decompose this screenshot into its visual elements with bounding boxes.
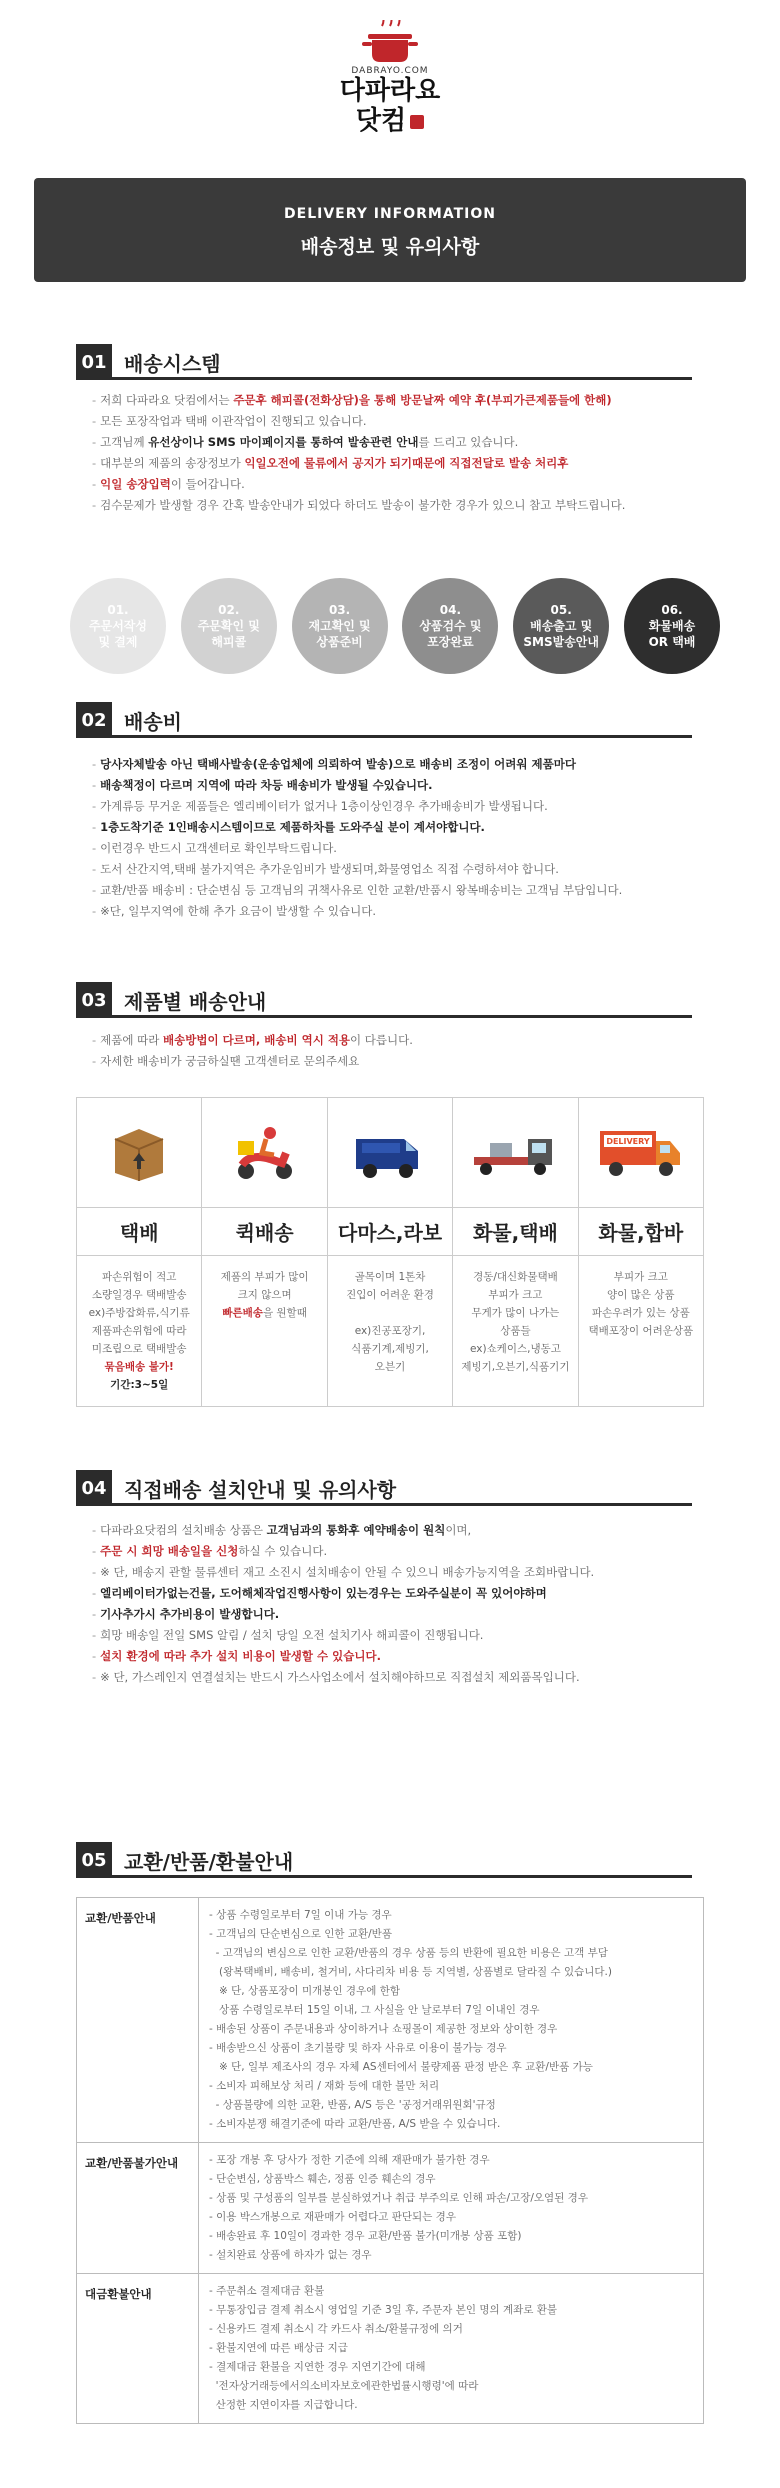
bullet-dot: - <box>92 841 97 855</box>
text-span: 를 드리고 있습니다. <box>418 435 519 449</box>
desc-line: 경동/대신화물택배 <box>473 1271 558 1283</box>
text-span: 이며, <box>445 1523 472 1537</box>
scooter-icon <box>202 1098 326 1208</box>
bullet-dot: - <box>92 757 97 771</box>
step-label: SMS발송안내 <box>523 635 599 649</box>
step-circle <box>513 578 609 674</box>
section-1-bullets <box>92 390 732 516</box>
text-span: 이 들어갑니다. <box>170 477 245 491</box>
step-text <box>89 602 147 650</box>
text-span: 도서 산간지역,택배 불가지역은 추가운임비가 발생되며,화물영업소 직접 수령하셔야 합니다. <box>100 862 559 876</box>
row-content <box>199 2274 703 2423</box>
text-span: 모든 포장작업과 택배 이관작업이 진행되고 있습니다. <box>100 414 367 428</box>
section-number: 01 <box>76 344 112 380</box>
row-item: - 주문취소 결제대금 환불 <box>209 2285 325 2297</box>
bullet-dot: - <box>92 456 97 470</box>
step-number: 05. <box>550 603 572 617</box>
bullet-line <box>92 859 732 880</box>
method-name: 다마스,라보 <box>328 1208 452 1256</box>
method-name: 화물,합바 <box>579 1208 703 1256</box>
text-span: 검수문제가 발생할 경우 간혹 발송안내가 되었다 하더도 발송이 불가한 경우가 있으니 참고 부탁드립니다. <box>100 498 626 512</box>
text-span: ※ 단, 가스레인지 연결설치는 반드시 가스사업소에서 설치해야하므로 직접설치 제외품목입니다. <box>100 1670 580 1684</box>
row-item: 산정한 지연이자를 지급합니다. <box>209 2399 358 2411</box>
section-4-bullets <box>92 1520 732 1688</box>
delivery-methods-table <box>76 1097 704 1407</box>
bullet-dot: - <box>92 393 97 407</box>
bullet-line <box>92 411 732 432</box>
step-label: 주문서작성 <box>89 619 147 633</box>
bullet-line <box>92 1646 732 1667</box>
logo <box>0 20 780 136</box>
text-span: 대부분의 제품의 송장정보가 <box>100 456 245 470</box>
row-label: 교환/반품불가안내 <box>77 2143 199 2273</box>
bullet-line <box>92 1667 732 1688</box>
highlight-bold: 1층도착기준 1인배송시스템이므로 제품하차를 도와주실 분이 계셔야합니다. <box>100 820 485 834</box>
step-number: 02. <box>218 603 240 617</box>
row-item: - 이용 박스개봉으로 재판매가 어렵다고 판단되는 경우 <box>209 2211 456 2223</box>
desc-line: 제품파손위험에 따라 <box>91 1325 187 1337</box>
brand-ko-2: 닷컴 <box>355 106 407 136</box>
text-span: 하실 수 있습니다. <box>238 1544 328 1558</box>
bullet-dot: - <box>92 1628 97 1642</box>
desc-line: ex)쇼케이스,냉동고 <box>469 1343 561 1355</box>
step-label: OR 택배 <box>648 635 696 649</box>
banner-ko: 배송정보 및 유의사항 <box>300 236 480 258</box>
bullet-dot: - <box>92 1523 97 1537</box>
bullet-dot: - <box>92 883 97 897</box>
step-circle <box>70 578 166 674</box>
step-circle <box>181 578 277 674</box>
section-number: 02 <box>76 702 112 738</box>
text-span: 자세한 배송비가 궁금하실땐 고객센터로 문의주세요 <box>100 1054 360 1068</box>
row-item: ※ 단, 일부 제조사의 경우 자체 AS센터에서 불량제품 판정 받은 후 교환/반품 가능 <box>209 2061 593 2073</box>
box-icon <box>77 1098 201 1208</box>
text-span: 을 원할때 <box>262 1307 307 1319</box>
delivery-truck-icon <box>579 1098 703 1208</box>
bullet-line <box>92 390 732 411</box>
step-circle <box>402 578 498 674</box>
bullet-line <box>92 838 732 859</box>
row-content <box>199 2143 703 2273</box>
row-item: - 배송된 상품이 주문내용과 상이하거나 쇼핑몰이 제공한 정보와 상이한 경우 <box>209 2023 558 2035</box>
section-title: 제품별 배송안내 <box>124 989 267 1014</box>
highlight-red: 배송방법이 다르며, 배송비 역시 적용 <box>163 1033 351 1047</box>
row-item: - 소비자분쟁 해결기준에 따라 교환/반품, A/S 받을 수 있습니다. <box>209 2118 501 2130</box>
text-span: 제품에 따라 <box>100 1033 164 1047</box>
highlight-red: 빠른배송 <box>222 1307 263 1319</box>
row-item: - 결제대금 환불을 지연한 경우 지연기간에 대해 <box>209 2361 426 2373</box>
highlight-red: 익일오전에 물류에서 공지가 되기때문에 직접전달로 발송 처리후 <box>244 456 569 470</box>
highlight-bold: 기사추가시 추가비용이 발생합니다. <box>100 1607 280 1621</box>
step-number: 06. <box>661 603 683 617</box>
row-item: - 무통장입금 결제 취소시 영업일 기준 3일 후, 주문자 본인 명의 계좌로 환불 <box>209 2304 558 2316</box>
highlight-bold: 고객님과의 통화후 예약배송이 원칙 <box>266 1523 446 1537</box>
row-item: - 고객님의 단순변심으로 인한 교환/반품 <box>209 1928 392 1940</box>
bullet-dot: - <box>92 1670 97 1684</box>
bullet-line <box>92 453 732 474</box>
step-circle <box>624 578 720 674</box>
brand-ko-1: 다파라요 <box>339 76 441 106</box>
desc-line: 상품들 <box>500 1325 531 1337</box>
bullet-dot: - <box>92 1033 97 1047</box>
section-underline <box>112 1875 692 1878</box>
bullet-dot: - <box>92 904 97 918</box>
bullet-line <box>92 1604 732 1625</box>
step-label: 상품준비 <box>316 635 363 649</box>
step-text <box>419 602 481 650</box>
highlight-bold: 당사자체발송 아닌 택배사발송(운송업체에 의뢰하여 발송)으로 배송비 조정이 어려워 제품마다 <box>100 757 576 771</box>
row-item: - 포장 개봉 후 당사가 정한 기준에 의해 재판매가 불가한 경우 <box>209 2154 490 2166</box>
desc-line: 부피가 크고 <box>613 1271 668 1283</box>
bullet-line <box>92 817 732 838</box>
row-item: 상품 수령일로부터 15일 이내, 그 사실을 안 날로부터 7일 이내인 경우 <box>209 2004 540 2016</box>
desc-line: ex)주방잡화류,식기류 <box>88 1307 190 1319</box>
step-label: 해피콜 <box>211 635 247 649</box>
text-span: 희망 배송일 전일 SMS 알림 / 설치 당일 오전 설치기사 해피콜이 진행됩니다. <box>100 1628 484 1642</box>
bullet-dot: - <box>92 1565 97 1579</box>
section-2-header <box>76 702 182 738</box>
section-3-header <box>76 982 266 1018</box>
row-item: - 환불지연에 따른 배상금 지급 <box>209 2342 348 2354</box>
row-item: - 상품불량에 의한 교환, 반품, A/S 등은 '공정거래위원회'규정 <box>209 2099 496 2111</box>
bullet-line <box>92 796 732 817</box>
bullet-dot: - <box>92 1054 97 1068</box>
info-row <box>77 2143 703 2274</box>
section-underline <box>112 1503 692 1506</box>
bullet-dot: - <box>92 862 97 876</box>
bullet-line <box>92 1625 732 1646</box>
desc-line: 파손우려가 있는 상품 <box>591 1307 690 1319</box>
section-1-header <box>76 344 221 380</box>
section-title: 배송비 <box>124 709 182 734</box>
row-item: - 소비자 피해보상 처리 / 재화 등에 대한 불만 처리 <box>209 2080 440 2092</box>
desc-line: 진입이 어려운 환경 <box>346 1289 434 1301</box>
truck-icon <box>453 1098 577 1208</box>
desc-line: 소량일경우 택배발송 <box>91 1289 187 1301</box>
row-content <box>199 1898 703 2142</box>
highlight-bold: 유선상이나 SMS 마이페이지를 통하여 발송관련 안내 <box>148 435 419 449</box>
method-description <box>579 1256 703 1406</box>
bullet-line <box>92 432 732 453</box>
step-label: 주문확인 및 <box>197 619 260 633</box>
section-underline <box>112 735 692 738</box>
desc-line: 택배포장이 어려운상품 <box>588 1325 694 1337</box>
bullet-line <box>92 1541 732 1562</box>
method-column <box>579 1098 703 1406</box>
desc-line: 부피가 크고 <box>488 1289 543 1301</box>
bullet-line <box>92 495 732 516</box>
bullet-line <box>92 1583 732 1604</box>
van-icon <box>328 1098 452 1208</box>
desc-line: 무게가 많이 나가는 <box>471 1307 560 1319</box>
method-description <box>77 1256 201 1406</box>
row-item: - 상품 수령일로부터 7일 이내 가능 경우 <box>209 1909 392 1921</box>
section-3-bullets <box>92 1030 732 1072</box>
text-span: 이 다릅니다. <box>350 1033 413 1047</box>
text-span: 다파라요닷컴의 설치배송 상품은 <box>100 1523 267 1537</box>
method-name: 퀵배송 <box>202 1208 326 1256</box>
highlight-red: 주문 시 희망 배송일을 신청 <box>100 1544 239 1558</box>
step-label: 상품검수 및 <box>419 619 482 633</box>
refund-info-table <box>76 1897 704 2424</box>
method-column <box>77 1098 202 1406</box>
highlight-red: 묶음배송 불가! <box>104 1361 174 1373</box>
desc-line: 골목이며 1톤차 <box>354 1271 426 1283</box>
bullet-dot: - <box>92 799 97 813</box>
method-name: 택배 <box>77 1208 201 1256</box>
bullet-line <box>92 1051 732 1072</box>
row-label: 대금환불안내 <box>77 2274 199 2423</box>
pot-icon <box>360 20 420 64</box>
method-column <box>202 1098 327 1406</box>
method-name: 화물,택배 <box>453 1208 577 1256</box>
section-title: 배송시스템 <box>124 351 221 376</box>
step-number: 04. <box>439 603 462 617</box>
section-number: 03 <box>76 982 112 1018</box>
step-text <box>649 602 696 650</box>
section-4-header <box>76 1470 396 1506</box>
row-item: - 배송완료 후 10일이 경과한 경우 교환/반품 불가(미개봉 상품 포함) <box>209 2230 522 2242</box>
method-column <box>453 1098 578 1406</box>
desc-line <box>328 1304 452 1322</box>
highlight-red: 주문후 해피콜(전화상담)을 통해 방문날짜 예약 후(부피가큰제품들에 한해) <box>233 393 612 407</box>
step-label: 및 결제 <box>98 635 138 649</box>
delivery-period: 기간:3~5일 <box>110 1379 169 1391</box>
highlight-red: 설치 환경에 따라 추가 설치 비용이 발생할 수 있습니다. <box>100 1649 381 1663</box>
bullet-dot: - <box>92 820 97 834</box>
text-span: 이런경우 반드시 고객센터로 확인부탁드립니다. <box>100 841 337 855</box>
step-circle <box>292 578 388 674</box>
bullet-dot: - <box>92 778 97 792</box>
desc-line: 오븐기 <box>374 1361 406 1373</box>
row-item: '전자상거래등에서의소비자보호에관한법률시행령'에 따라 <box>209 2380 479 2392</box>
section-2-bullets <box>92 754 732 922</box>
desc-line: 파손위험이 적고 <box>102 1271 177 1283</box>
bullet-dot: - <box>92 435 97 449</box>
step-text <box>309 602 371 650</box>
section-title: 직접배송 설치안내 및 유의사항 <box>124 1477 397 1502</box>
row-item: ※ 단, 상품포장이 미개봉인 경우에 한함 <box>209 1985 400 1997</box>
text-span: 저희 다파라요 닷컴에서는 <box>100 393 234 407</box>
step-text <box>523 602 599 650</box>
section-underline <box>112 377 692 380</box>
bullet-dot: - <box>92 414 97 428</box>
bullet-line <box>92 1562 732 1583</box>
section-title: 교환/반품/환불안내 <box>124 1849 294 1874</box>
desc-line <box>202 1304 326 1322</box>
bullet-dot: - <box>92 1649 97 1663</box>
row-item: - 상품 및 구성품의 일부를 분실하였거나 취급 부주의로 인해 파손/고장/오염된 경우 <box>209 2192 588 2204</box>
desc-line: 양이 많은 상품 <box>607 1289 675 1301</box>
bullet-dot: - <box>92 1586 97 1600</box>
delivery-steps <box>70 578 720 674</box>
text-span: 교환/반품 배송비 : 단순변심 등 고객님의 귀책사유로 인한 교환/반품시 왕복배송비는 고객님 부담입니다. <box>100 883 623 897</box>
row-item: - 고객님의 변심으로 인한 교환/반품의 경우 상품 등의 반환에 필요한 비용은 고객 부담 <box>209 1947 608 1959</box>
truck-label: DELIVERY <box>606 1136 650 1146</box>
banner-en: DELIVERY INFORMATION <box>284 206 496 222</box>
info-row <box>77 1898 703 2143</box>
delivery-banner <box>34 178 746 282</box>
text-span: 고객님께 <box>100 435 149 449</box>
row-item: - 신용카드 결제 취소시 각 카드사 취소/환불규정에 의거 <box>209 2323 463 2335</box>
bullet-line <box>92 1030 732 1051</box>
method-column <box>328 1098 453 1406</box>
desc-line: ex)진공포장기, <box>354 1325 426 1337</box>
desc-line: 식품기계,제빙기, <box>351 1343 429 1355</box>
text-span: ※ 단, 배송지 관할 물류센터 재고 소진시 설치배송이 안될 수 있으니 배송가능지역을 조회바랍니다. <box>100 1565 595 1579</box>
highlight-bold: 배송책정이 다르며 지역에 따라 차등 배송비가 발생될 수있습니다. <box>100 778 433 792</box>
bullet-line <box>92 880 732 901</box>
method-description <box>453 1256 577 1406</box>
step-number: 03. <box>328 603 351 617</box>
desc-line: 미조립으로 택배발송 <box>91 1343 187 1355</box>
section-number: 04 <box>76 1470 112 1506</box>
bullet-dot: - <box>92 477 97 491</box>
desc-line: 제빙기,오븐기,식품기기 <box>461 1361 570 1373</box>
bullet-line <box>92 901 732 922</box>
bullet-line <box>92 754 732 775</box>
method-description <box>328 1256 452 1406</box>
row-label: 교환/반품안내 <box>77 1898 199 2142</box>
method-description <box>202 1256 326 1406</box>
bullet-dot: - <box>92 498 97 512</box>
seal-stamp <box>410 115 424 129</box>
section-5-header <box>76 1842 293 1878</box>
step-label: 포장완료 <box>427 635 474 649</box>
bullet-line <box>92 775 732 796</box>
text-span: 가계류등 무거운 제품들은 엘리베이터가 없거나 1층이상인경우 추가배송비가 발생됩니다. <box>100 799 548 813</box>
section-underline <box>112 1015 692 1018</box>
info-row <box>77 2274 703 2423</box>
bullet-line <box>92 1520 732 1541</box>
text-span: ※단, 일부지역에 한해 추가 요금이 발생할 수 있습니다. <box>100 904 376 918</box>
row-item: - 설치완료 상품에 하자가 없는 경우 <box>209 2249 372 2261</box>
step-label: 배송출고 및 <box>530 619 593 633</box>
step-label: 화물배송 <box>648 619 696 633</box>
step-number: 01. <box>107 603 129 617</box>
step-text <box>198 602 260 650</box>
row-item: - 배송받으신 상품이 초기불량 및 하자 사유로 이용이 불가능 경우 <box>209 2042 507 2054</box>
highlight-bold: 엘리베이터가없는건물, 도어해체작업진행사항이 있는경우는 도와주실분이 꼭 있어야하며 <box>100 1586 547 1600</box>
section-number: 05 <box>76 1842 112 1878</box>
step-label: 재고확인 및 <box>308 619 371 633</box>
desc-line: 제품의 부피가 많이 <box>220 1271 309 1283</box>
brand-en: DABRAYO.COM <box>351 66 429 76</box>
highlight-red: 익일 송장입력 <box>100 477 171 491</box>
row-item: (왕복택배비, 배송비, 철거비, 사다리차 비용 등 지역별, 상품별로 달라질 수 있습니다.) <box>209 1966 612 1978</box>
bullet-dot: - <box>92 1544 97 1558</box>
row-item: - 단순변심, 상품박스 훼손, 정품 인증 훼손의 경우 <box>209 2173 436 2185</box>
desc-line: 크지 않으며 <box>237 1289 292 1301</box>
bullet-line <box>92 474 732 495</box>
bullet-dot: - <box>92 1607 97 1621</box>
